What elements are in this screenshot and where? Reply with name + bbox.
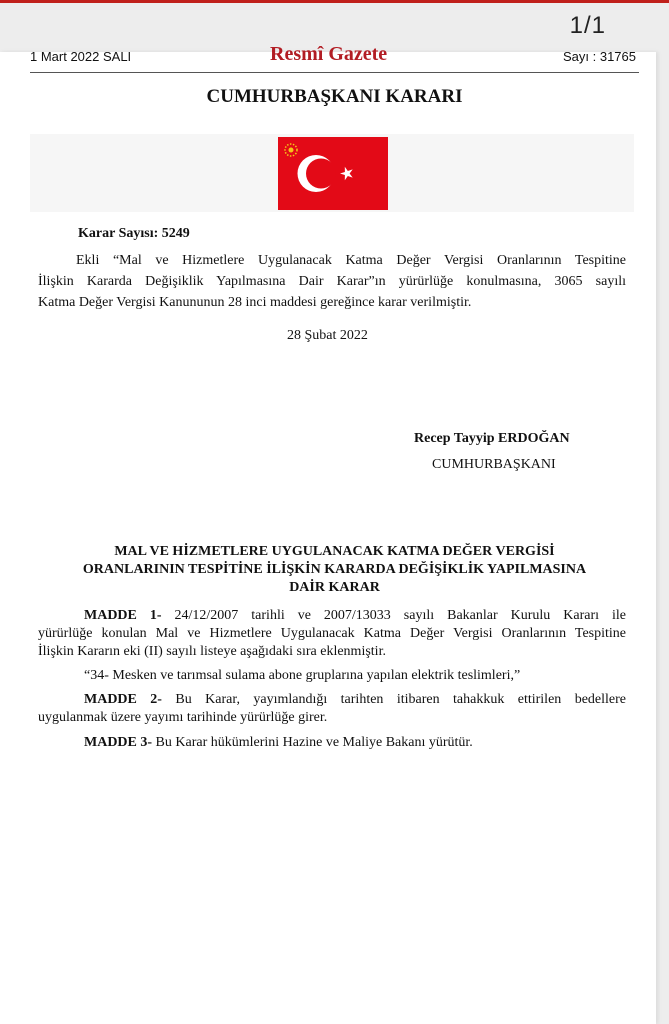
decree-intro-line-2: İlişkin Kararda Değişiklik Yapılmasına Dair Karar”ın yürürlüğe konulmasına, 3065 sayılı bbox=[38, 274, 626, 289]
article-2-line-1 bbox=[84, 691, 626, 709]
article-1-line-2: yürürlüğe konulan Mal ve Hizmetlere Uygulanacak Katma Değer Vergisi Oranlarının Tespitine bbox=[38, 626, 626, 641]
signatory-name: Recep Tayyip ERDOĞAN bbox=[414, 431, 570, 446]
article-3-label: MADDE 3- bbox=[84, 735, 153, 750]
article-2-line-2: uygulanmak üzere yayımı tarihinde yürürlüğe girer. bbox=[38, 710, 328, 725]
article-3-line bbox=[84, 734, 473, 752]
decree-intro-line-3: Katma Değer Vergisi Kanununun 28 inci maddesi gereğince karar verilmiştir. bbox=[38, 295, 472, 310]
gazette-date: 1 Mart 2022 SALI bbox=[30, 49, 132, 64]
gazette-issue-number: Sayı : 31765 bbox=[563, 49, 636, 64]
annex-title-line-1: MAL VE HİZMETLERE UYGULANACAK KATMA DEĞER VERGİSİ bbox=[114, 544, 555, 559]
article-3-text: Bu Karar hükümlerini Hazine ve Maliye Bakanı yürütür. bbox=[155, 735, 473, 750]
viewer-top-bar bbox=[0, 0, 669, 3]
signatory-title: CUMHURBAŞKANI bbox=[432, 457, 556, 472]
article-2-label: MADDE 2- bbox=[84, 692, 162, 707]
article-1-quote: “34- Mesken ve tarımsal sulama abone gruplarına yapılan elektrik teslimleri,” bbox=[84, 668, 521, 683]
decree-number: Karar Sayısı: 5249 bbox=[78, 226, 190, 241]
article-2-text: Bu Karar, yayımlandığı tarihten itibaren tahakkuk ettirilen bedellere bbox=[175, 692, 627, 707]
decree-intro-line-1: Ekli “Mal ve Hizmetlere Uygulanacak Katma Değer Vergisi Oranlarının Tespitine bbox=[76, 253, 626, 268]
gazette-name: Resmî Gazete bbox=[270, 43, 388, 65]
article-1-line-1 bbox=[84, 607, 626, 625]
article-1-label: MADDE 1- bbox=[84, 608, 162, 623]
article-1-text: 24/12/2007 tarihli ve 2007/13033 sayılı Bakanlar Kurulu Kararı ile bbox=[174, 608, 627, 623]
page-counter: 1/1 bbox=[569, 12, 606, 39]
annex-title-line-2: ORANLARININ TESPİTİNE İLİŞKİN KARARDA DEĞİŞİKLİK YAPILMASINA bbox=[82, 562, 587, 577]
decree-title: CUMHURBAŞKANI KARARI bbox=[206, 86, 463, 107]
turkish-flag-icon bbox=[278, 137, 388, 210]
annex-title-line-3: DAİR KARAR bbox=[289, 580, 380, 595]
header-divider bbox=[30, 72, 639, 73]
article-1-line-3: İlişkin Kararın eki (II) sayılı listeye aşağıdaki sıra eklenmiştir. bbox=[38, 644, 386, 659]
decree-date: 28 Şubat 2022 bbox=[287, 328, 368, 343]
